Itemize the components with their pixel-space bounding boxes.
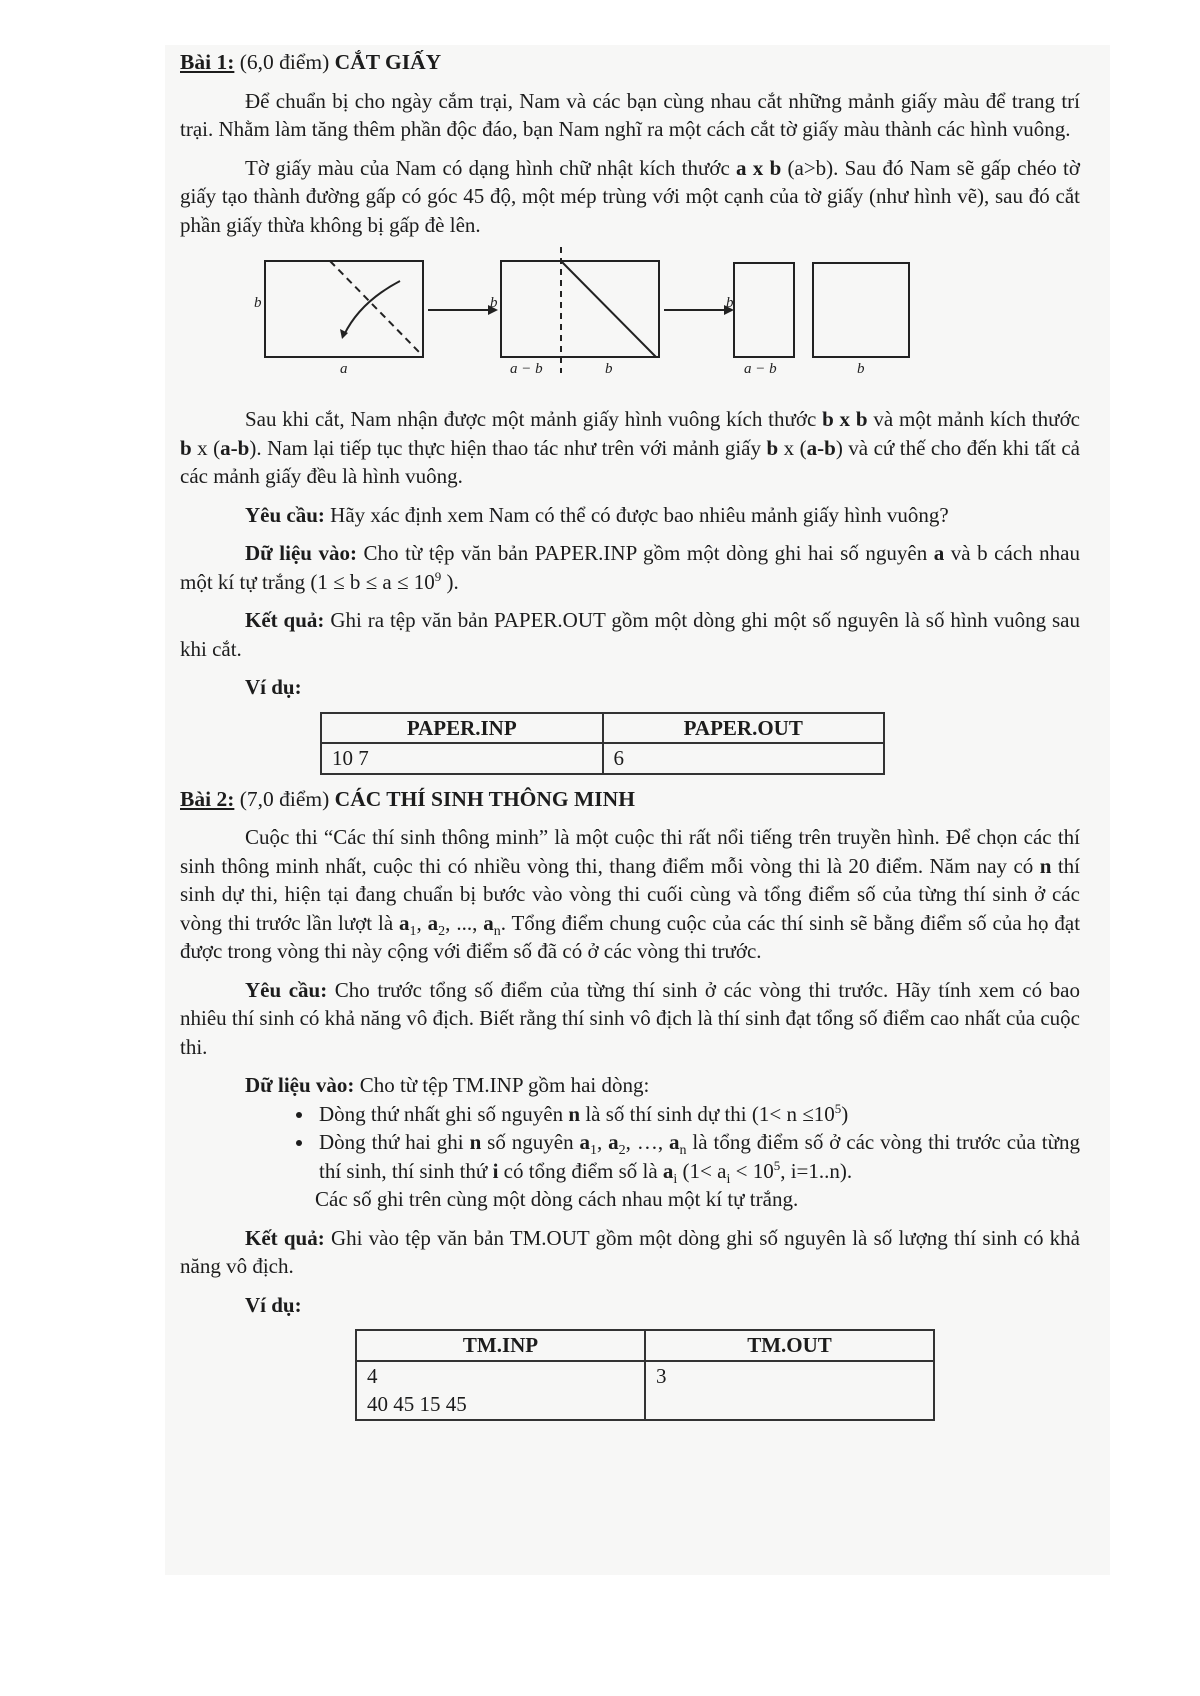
problem-1-requirement: Yêu cầu: Hãy xác định xem Nam có thể có được bao nhiêu mảnh giấy hình vuông? [245,502,949,527]
problem-2-separator-note: Các số ghi trên cùng một dòng cách nhau một kí tự trắng. [315,1187,799,1211]
label-b-5: b [857,361,865,377]
table-header: PAPER.OUT [603,713,885,744]
folded-rectangle [501,261,659,357]
cut-square [813,263,909,357]
label-a-minus-b-2: a − b [744,361,777,377]
document-body [180,48,1080,1421]
problem-2-requirement: Yêu cầu: Cho trước tổng số điểm của từng thí sinh ở các vòng thi trước. Hãy tính xem có bao nhiêu thí sinh có khả năng vô địch. Biết rằng thí sinh vô địch là thí sinh đạt tổng số điểm cao nhất của cuộc thi. [180,977,1080,1059]
table-header: TM.INP [356,1330,645,1361]
problem-2-intro: Cuộc thi “Các thí sinh thông minh” là một cuộc thi rất nổi tiếng trên truyền hình. Để chọn các thí sinh thông minh nhất, cuộc thi có nhiều vòng thi, thang điểm mỗi vòng thi là 20 điểm. Năm nay có n thí sinh dự thi, hiện tại đang chuẩn bị bước vào vòng thi cuối cùng và tổng điểm số của từng thí sinh ở các vòng thi trước lần lượt là $a_1$, $a_2$, ..., $a_n$. Tổng điểm chung cuộc của các thí sinh sẽ bằng điểm số của họ đạt được trong vòng thi này cộng với điểm số đã có ở các vòng thi trước. [180,825,1081,963]
label-a: a [340,361,348,377]
problem-1-output: Kết quả: Ghi ra tệp văn bản PAPER.OUT gồm một dòng ghi một số nguyên là số hình vuông sau khi cắt. [180,608,1081,661]
table-cell: 3 [645,1361,934,1420]
list-item: • Dòng thứ nhất ghi số nguyên n là số thí sinh dự thi $(1< n \le 10^5)$ [315,1100,1080,1129]
problem-1-cut-description: Sau khi cắt, Nam nhận được một mảnh giấy hình vuông kích thước b x b và một mảnh kích thước b x (a-b). Nam lại tiếp tục thực hiện thao tác như trên với mảnh giấy b x (a-b) và cứ thế cho đến khi tất cả các mảnh giấy đều là hình vuông. [180,407,1080,488]
table-cell: 4 40 45 15 45 [356,1361,645,1420]
table-header: PAPER.INP [321,713,603,744]
label-b-2: b [490,295,498,311]
fold-arrow-curve [344,281,400,335]
problem-2-example-table [355,1329,935,1421]
folding-figure [254,247,940,397]
problem-1-fold-description: Tờ giấy màu của Nam có dạng hình chữ nhật kích thước a x b (a>b). Sau đó Nam sẽ gấp chéo tờ giấy tạo thành đường gấp có góc 45 độ, một mép trùng với một cạnh của tờ giấy (như hình vẽ), sau đó cắt phần giấy thừa không bị gấp đè lên. [180,155,1080,237]
problem-2-example-label: Ví dụ: [245,1292,302,1317]
problem-1-input: Dữ liệu vào: Cho từ tệp văn bản PAPER.INP gồm một dòng ghi hai số nguyên a và b cách nhau một kí tự trắng ($1 \le b \le a \le 10^9$ ). [180,541,1080,594]
problem-2-output: Kết quả: Ghi vào tệp văn bản TM.OUT gồm một dòng ghi số nguyên là số lượng thí sinh có khả năng vô địch. [180,1225,1081,1278]
fold-diagonal [561,261,656,357]
fold-line-dashed [330,261,420,353]
label-a-minus-b-1: a − b [510,361,543,377]
problem-2-input: Dữ liệu vào: Cho từ tệp TM.INP gồm hai dòng: [245,1073,650,1097]
problem-1-example-table [320,712,885,775]
table-cell: 6 [603,743,885,774]
remaining-strip [734,263,794,357]
problem-2-title: Bài 2: (7,0 điểm) CÁC THÍ SINH THÔNG MINH [180,786,635,811]
list-item: • Dòng thứ hai ghi n số nguyên $a_1$, $a_2$, …, $a_n$ là tổng điểm số ở các vòng thi trước của từng thí sinh, thí sinh thứ i có tổng điểm số là $a_i$ ($1< a_i < 10^5$, i=1..n). [315,1128,1080,1185]
table-header: TM.OUT [645,1330,934,1361]
problem-1-example-label: Ví dụ: [245,675,302,699]
problem-2-input-list [180,1100,1080,1186]
paper-rectangle [265,261,423,357]
label-b-4: b [726,295,734,311]
label-b-1: b [254,295,262,311]
problem-1-intro: Để chuẩn bị cho ngày cắm trại, Nam và các bạn cùng nhau cắt những mảnh giấy màu để trang trí trại. Nhằm làm tăng thêm phần độc đáo, bạn Nam nghĩ ra một cách cắt tờ giấy màu thành các hình vuông. [180,88,1080,141]
table-cell: 10 7 [321,743,603,774]
label-b-3: b [605,361,613,377]
problem-1-title: Bài 1: (6,0 điểm) CẮT GIẤY [180,50,442,74]
